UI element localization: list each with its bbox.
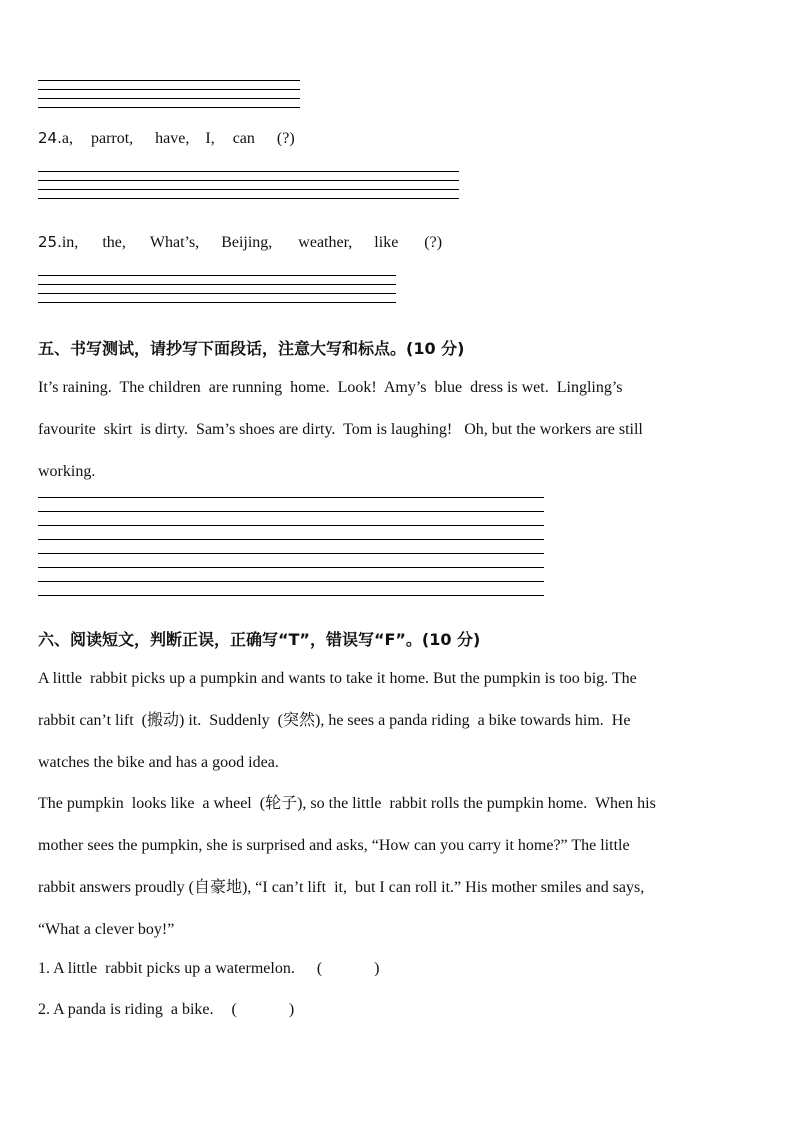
word: can	[232, 130, 255, 147]
writing-line[interactable]	[38, 581, 544, 582]
writing-line[interactable]	[38, 275, 396, 276]
word: (?)	[424, 234, 443, 251]
section-5-writing-lines[interactable]	[38, 497, 544, 596]
answer-blank[interactable]: ( )	[316, 960, 380, 977]
passage-line: A little rabbit picks up a pumpkin and wants to take it home. But the pumpkin is too big. The	[38, 670, 637, 687]
word: Beijing,	[221, 234, 273, 251]
writing-line[interactable]	[38, 293, 396, 294]
q25-prompt	[38, 233, 442, 252]
writing-line[interactable]	[38, 595, 544, 596]
word: weather,	[298, 234, 353, 251]
writing-line[interactable]	[38, 553, 544, 554]
q23-writing-lines[interactable]	[38, 80, 300, 108]
reading-passage-2	[38, 783, 748, 951]
word: a,	[61, 130, 73, 147]
passage-line: “What a clever boy!”	[38, 921, 175, 938]
word: parrot,	[90, 130, 134, 147]
writing-line[interactable]	[38, 511, 544, 512]
writing-line[interactable]	[38, 525, 544, 526]
writing-line[interactable]	[38, 539, 544, 540]
section-6-heading: 六、阅读短文，判断正误，正确写“T”，错误写“F”。(10 分)	[38, 630, 481, 649]
passage-line: favourite skirt is dirty. Sam’s shoes are dirty. Tom is laughing! Oh, but the workers are still	[38, 421, 643, 438]
writing-line[interactable]	[38, 80, 300, 81]
writing-line[interactable]	[38, 107, 300, 108]
writing-line[interactable]	[38, 567, 544, 568]
passage-line: It’s raining. The children are running home. Look! Amy’s blue dress is wet. Lingling’s	[38, 379, 623, 396]
section-5-heading: 五、书写测试，请抄写下面段话，注意大写和标点。(10 分)	[38, 339, 465, 358]
reading-passage	[38, 658, 748, 784]
word: the,	[102, 234, 126, 251]
passage-line: mother sees the pumpkin, she is surprised and asks, “How can you carry it home?” The little	[38, 837, 630, 854]
writing-line[interactable]	[38, 98, 300, 99]
item-text: 1. A little rabbit picks up a watermelon.	[38, 960, 295, 977]
word: What’s,	[149, 234, 200, 251]
q24-writing-lines[interactable]	[38, 171, 459, 199]
word: have,	[155, 130, 190, 147]
item-text: 2. A panda is riding a bike.	[38, 1001, 214, 1018]
answer-blank[interactable]: ( )	[231, 1001, 295, 1018]
question-number: 25.	[38, 233, 62, 251]
writing-line[interactable]	[38, 180, 459, 181]
word: in,	[61, 234, 79, 251]
q24-prompt	[38, 129, 295, 148]
writing-line[interactable]	[38, 284, 396, 285]
passage-line: rabbit answers proudly (自豪地), “I can’t lift it, but I can roll it.” His mother smiles and says,	[38, 879, 645, 896]
writing-line[interactable]	[38, 89, 300, 90]
section-5-passage	[38, 367, 748, 493]
question-number: 24.	[38, 129, 62, 147]
writing-line[interactable]	[38, 302, 396, 303]
q25-writing-lines[interactable]	[38, 275, 396, 303]
word: I,	[205, 130, 215, 147]
writing-line[interactable]	[38, 189, 459, 190]
question-item-1	[38, 960, 380, 978]
passage-line: working.	[38, 463, 96, 480]
word: (?)	[276, 130, 295, 147]
question-item-2	[38, 1001, 294, 1019]
writing-line[interactable]	[38, 198, 459, 199]
writing-line[interactable]	[38, 171, 459, 172]
passage-line: watches the bike and has a good idea.	[38, 754, 279, 771]
passage-line: rabbit can’t lift (搬动) it. Suddenly (突然), he sees a panda riding a bike towards him. He	[38, 712, 631, 729]
word: like	[374, 234, 399, 251]
writing-line[interactable]	[38, 497, 544, 498]
passage-line: The pumpkin looks like a wheel (轮子), so the little rabbit rolls the pumpkin home. When his	[38, 795, 656, 812]
